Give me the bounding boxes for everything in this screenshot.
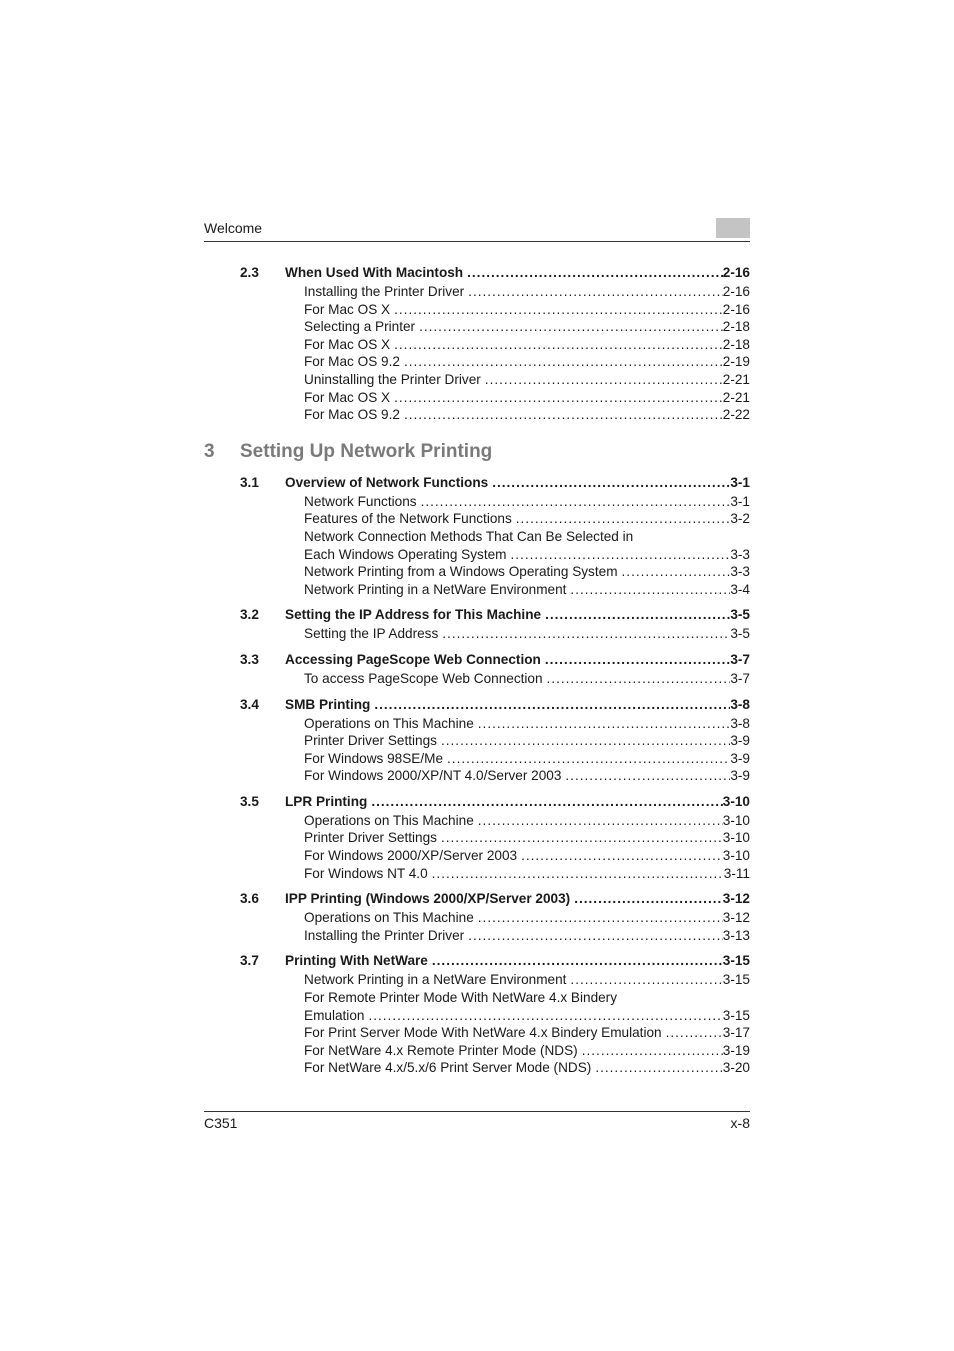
chapter-number: 3	[204, 440, 215, 462]
dot-leader	[545, 605, 730, 625]
dot-leader	[547, 670, 731, 688]
page-number: 3-3	[730, 564, 750, 580]
section-title: Accessing PageScope Web Connection	[285, 651, 541, 667]
page-number: 3-7	[730, 651, 750, 667]
dot-leader	[582, 1042, 723, 1060]
toc-entry[interactable]	[240, 812, 750, 830]
entry-title: For Mac OS 9.2	[304, 354, 400, 370]
entry-title: Uninstalling the Printer Driver	[304, 371, 481, 387]
dot-leader	[570, 971, 722, 989]
page-number: 2-16	[722, 284, 750, 299]
toc-entry[interactable]	[240, 715, 750, 733]
page-number: 2-16	[722, 265, 750, 280]
entry-title: Operations on This Machine	[304, 910, 474, 926]
dot-leader	[441, 732, 730, 750]
dot-leader	[570, 581, 730, 599]
toc-entry[interactable]	[240, 493, 750, 511]
entry-title: Setting the IP Address	[304, 626, 439, 642]
page-number: 3-8	[730, 715, 750, 731]
page-number: 3-15	[722, 953, 750, 969]
page-number: 3-7	[730, 670, 750, 686]
dot-leader	[394, 336, 723, 354]
toc-section-3-4	[240, 695, 750, 785]
dot-leader	[432, 951, 723, 971]
toc-entry[interactable]	[240, 732, 750, 750]
toc-entry[interactable]	[240, 670, 750, 688]
page-number: 3-15	[722, 972, 750, 988]
toc-section-3-6	[240, 889, 750, 944]
dot-leader	[510, 546, 730, 564]
footer-divider	[204, 1111, 750, 1112]
toc-entry[interactable]	[240, 581, 750, 599]
entry-title: For Windows NT 4.0	[304, 865, 428, 881]
footer-page-number: x-8	[730, 1115, 750, 1131]
dot-leader	[432, 865, 724, 883]
toc-entry[interactable]	[240, 750, 750, 768]
entry-title: Installing the Printer Driver	[304, 927, 465, 943]
page-number: 3-3	[730, 546, 750, 562]
entry-title: Installing the Printer Driver	[304, 284, 465, 299]
toc-section-3-2	[240, 605, 750, 643]
page-number: 2-18	[722, 336, 750, 352]
section-number: 3.4	[240, 696, 259, 712]
entry-title: Printer Driver Settings	[304, 733, 437, 749]
toc-entry-main[interactable]	[240, 695, 750, 715]
entry-title: For Windows 2000/XP/Server 2003	[304, 848, 518, 864]
page-number: 3-2	[730, 511, 750, 527]
section-number: 3.1	[240, 474, 259, 490]
toc-entry[interactable]	[240, 546, 750, 564]
toc-entry[interactable]	[240, 283, 750, 301]
dot-leader	[394, 301, 723, 319]
section-number: 3.2	[240, 607, 259, 623]
dot-leader	[595, 1059, 722, 1077]
entry-title: For Mac OS X	[304, 389, 391, 405]
toc-entry[interactable]	[240, 927, 750, 945]
toc-entry-continued[interactable]	[240, 989, 750, 1007]
toc-entry[interactable]	[240, 847, 750, 865]
page-number: 2-21	[722, 371, 750, 387]
toc-entry[interactable]	[240, 371, 750, 389]
dot-leader	[521, 847, 723, 865]
entry-title: Network Connection Methods That Can Be Selected in	[304, 528, 634, 544]
entry-title: Network Functions	[304, 493, 417, 509]
page-number: 3-4	[730, 581, 750, 597]
running-header-title: Welcome	[204, 220, 263, 236]
dot-leader	[468, 927, 723, 945]
toc-entry[interactable]	[240, 971, 750, 989]
entry-title: Printer Driver Settings	[304, 830, 437, 846]
dot-leader	[574, 889, 723, 909]
page-number: 3-5	[730, 607, 750, 623]
dot-leader	[468, 283, 723, 301]
toc-entry[interactable]	[240, 1042, 750, 1060]
toc-entry[interactable]	[240, 389, 750, 407]
entry-title: Emulation	[304, 1007, 365, 1023]
page-number: 3-15	[722, 1007, 750, 1023]
entry-title: Selecting a Printer	[304, 319, 416, 335]
page-number: 2-19	[722, 354, 750, 370]
page-number: 3-10	[722, 830, 750, 846]
toc-entry[interactable]	[240, 829, 750, 847]
section-title: IPP Printing (Windows 2000/XP/Server 2003)	[285, 891, 571, 907]
chapter-title: Setting Up Network Printing	[240, 440, 493, 462]
entry-title: For Windows 2000/XP/NT 4.0/Server 2003	[304, 768, 562, 784]
page-number: 3-10	[722, 793, 750, 809]
entry-title: For Mac OS X	[304, 336, 391, 352]
section-title: When Used With Macintosh	[285, 265, 464, 280]
page-number: 3-10	[722, 848, 750, 864]
entry-title: For Remote Printer Mode With NetWare 4.x Bindery	[304, 990, 618, 1006]
page-number: 3-13	[722, 927, 750, 943]
section-title: Printing With NetWare	[285, 953, 428, 969]
section-number: 3.6	[240, 891, 259, 907]
dot-leader	[467, 263, 723, 283]
dot-leader	[478, 715, 731, 733]
toc-section-3-7	[240, 951, 750, 1077]
dot-leader	[374, 695, 730, 715]
toc-entry[interactable]	[240, 909, 750, 927]
entry-title: For Mac OS X	[304, 301, 391, 317]
entry-title: Network Printing in a NetWare Environment	[304, 581, 567, 597]
table-of-contents	[204, 263, 750, 1084]
toc-entry[interactable]	[240, 563, 750, 581]
toc-entry[interactable]	[240, 865, 750, 883]
header-tab-marker	[716, 218, 750, 238]
dot-leader	[622, 563, 731, 581]
footer-model-name: C351	[204, 1115, 238, 1131]
toc-entry[interactable]	[240, 406, 750, 424]
page-number: 3-11	[723, 865, 750, 881]
entry-title: Network Printing from a Windows Operating System	[304, 564, 618, 580]
toc-entry-continued[interactable]	[240, 528, 750, 546]
page-number: 3-1	[730, 493, 750, 509]
dot-leader	[545, 650, 731, 670]
entry-title: For Print Server Mode With NetWare 4.x Bindery Emulation	[304, 1025, 662, 1041]
dot-leader	[666, 1024, 723, 1042]
section-number: 2.3	[240, 265, 259, 280]
page-number: 2-21	[722, 389, 750, 405]
entry-title: Each Windows Operating System	[304, 546, 507, 562]
toc-entry[interactable]	[240, 625, 750, 643]
dot-leader	[441, 829, 723, 847]
dot-leader	[404, 406, 723, 424]
toc-section-3-5	[240, 792, 750, 882]
header-divider	[204, 241, 750, 242]
toc-entry-main[interactable]	[240, 650, 750, 670]
entry-title: Network Printing in a NetWare Environment	[304, 972, 567, 988]
toc-entry-main[interactable]	[240, 951, 750, 971]
toc-entry-main[interactable]	[240, 605, 750, 625]
page-number: 3-17	[722, 1025, 750, 1041]
dot-leader	[368, 1007, 722, 1025]
toc-section-2-3	[240, 263, 750, 424]
entry-title: For NetWare 4.x/5.x/6 Print Server Mode (NDS)	[304, 1060, 592, 1076]
page-number: 3-9	[730, 733, 750, 749]
page-number: 3-1	[730, 474, 750, 490]
dot-leader	[478, 909, 723, 927]
section-title: Overview of Network Functions	[285, 474, 489, 490]
toc-entry-main[interactable]	[240, 792, 750, 812]
page-number: 3-20	[722, 1060, 750, 1076]
page-number: 2-22	[722, 407, 750, 423]
toc-entry[interactable]	[240, 353, 750, 371]
toc-entry[interactable]	[240, 767, 750, 785]
toc-entry-main[interactable]	[240, 473, 750, 493]
toc-section-3-1	[240, 473, 750, 599]
entry-title: To access PageScope Web Connection	[304, 670, 543, 686]
dot-leader	[404, 353, 723, 371]
dot-leader	[492, 473, 730, 493]
page-number: 3-10	[722, 812, 750, 828]
dot-leader	[565, 767, 730, 785]
entry-title: For Windows 98SE/Me	[304, 750, 444, 766]
page-number: 2-18	[722, 319, 750, 335]
entry-title: For Mac OS 9.2	[304, 407, 400, 423]
page-number: 3-8	[730, 696, 750, 712]
section-number: 3.3	[240, 651, 259, 667]
page-number: 2-16	[722, 301, 750, 317]
entry-title: Operations on This Machine	[304, 715, 474, 731]
page-number: 3-12	[722, 891, 750, 907]
chapter-heading[interactable]	[204, 427, 750, 473]
page-number: 3-12	[722, 910, 750, 926]
toc-entry[interactable]	[240, 510, 750, 528]
entry-title: Operations on This Machine	[304, 812, 474, 828]
entry-title: Features of the Network Functions	[304, 511, 512, 527]
section-title: LPR Printing	[285, 793, 368, 809]
dot-leader	[421, 493, 731, 511]
dot-leader	[478, 812, 723, 830]
section-title: SMB Printing	[285, 696, 371, 712]
section-number: 3.7	[240, 953, 259, 969]
page-number: 3-5	[730, 626, 750, 642]
page-number: 3-9	[730, 750, 750, 766]
toc-entry-main[interactable]	[240, 889, 750, 909]
section-number: 3.5	[240, 793, 259, 809]
toc-entry[interactable]	[240, 336, 750, 354]
toc-entry-main[interactable]	[240, 263, 750, 283]
toc-entry[interactable]	[240, 1007, 750, 1025]
toc-entry[interactable]	[240, 318, 750, 336]
dot-leader	[485, 371, 723, 389]
page-number: 3-19	[722, 1042, 750, 1058]
dot-leader	[419, 318, 723, 336]
toc-entry[interactable]	[240, 1024, 750, 1042]
dot-leader	[371, 792, 722, 812]
dot-leader	[394, 389, 723, 407]
dot-leader	[442, 625, 730, 643]
page-number: 3-9	[730, 768, 750, 784]
section-title: Setting the IP Address for This Machine	[285, 607, 542, 623]
entry-title: For NetWare 4.x Remote Printer Mode (NDS)	[304, 1042, 578, 1058]
toc-entry[interactable]	[240, 301, 750, 319]
toc-entry[interactable]	[240, 1059, 750, 1077]
toc-section-3-3	[240, 650, 750, 688]
dot-leader	[447, 750, 730, 768]
dot-leader	[516, 510, 731, 528]
